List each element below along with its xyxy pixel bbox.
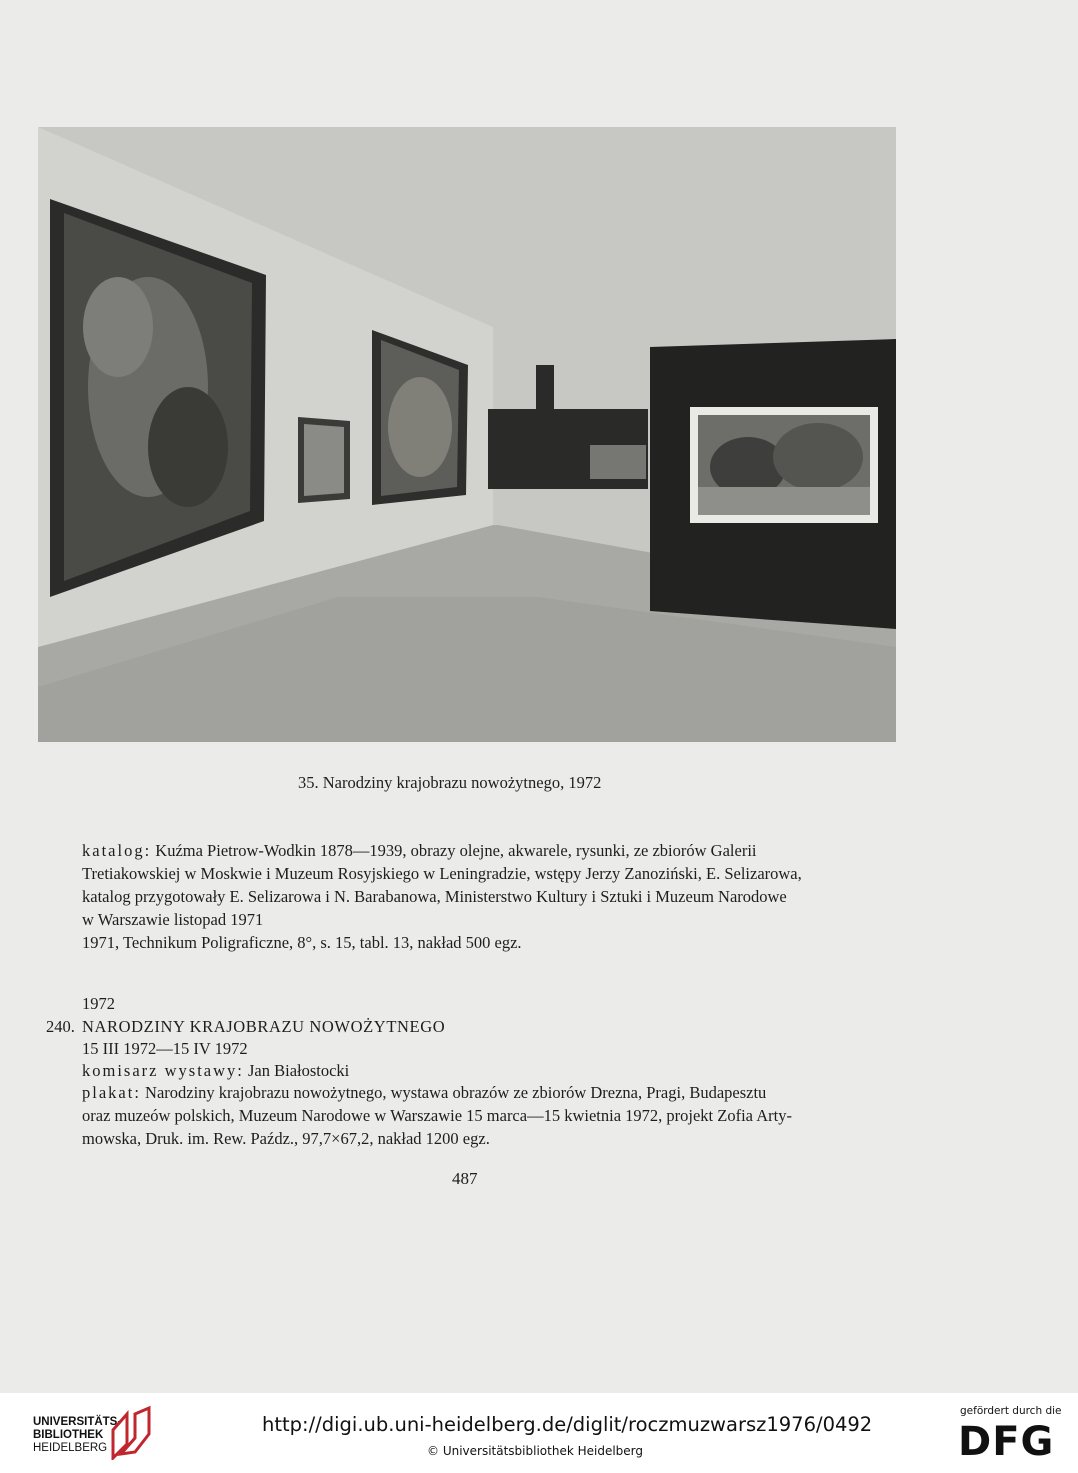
logo-line-2: BIBLIOTHEK	[33, 1429, 104, 1441]
plakat-line-3: mowska, Druk. im. Rew. Paźdz., 97,7×67,2, nakład 1200 egz.	[82, 1129, 490, 1148]
katalog-line-5: 1971, Technikum Poligraficzne, 8°, s. 15, tabl. 13, nakład 500 egz.	[82, 933, 522, 952]
university-emblem-icon	[107, 1404, 151, 1465]
komisarz-label: komisarz wystawy:	[82, 1061, 244, 1080]
figure-caption: 35. Narodziny krajobrazu nowożytnego, 1972	[298, 773, 602, 792]
page-number: 487	[452, 1169, 478, 1188]
exhibition-photo	[38, 127, 896, 742]
katalog-label: katalog:	[82, 841, 152, 860]
document-url-link[interactable]: http://digi.ub.uni-heidelberg.de/diglit/roczmuzwarsz1976/0492	[262, 1413, 873, 1436]
katalog-text-1: Kuźma Pietrow-Wodkin 1878—1939, obrazy olejne, akwarele, rysunki, ze zbiorów Galerii	[151, 841, 757, 860]
plakat-line-2: oraz muzeów polskich, Muzeum Narodowe w Warszawie 15 marca—15 kwietnia 1972, projekt Zofia Arty-	[82, 1106, 792, 1125]
katalog-line-3: katalog przygotowały E. Selizarowa i N. Barabanowa, Ministerstwo Kultury i Sztuki i Muzeum Narodowe	[82, 887, 787, 906]
plakat-line-1	[82, 1082, 766, 1104]
katalog-line-1	[82, 840, 756, 862]
entry-title: NARODZINY KRAJOBRAZU NOWOŻYTNEGO	[82, 1017, 446, 1036]
katalog-line-2: Tretiakowskiej w Moskwie i Muzeum Rosyjskiego w Leningradzie, wstępy Jerzy Zanoziński, E. Selizarowa,	[82, 864, 802, 883]
entry-number: 240.	[46, 1017, 75, 1036]
plakat-text-1: Narodziny krajobrazu nowożytnego, wystawa obrazów ze zbiorów Drezna, Pragi, Budapesztu	[140, 1083, 767, 1102]
logo-line-3: HEIDELBERG	[33, 1442, 108, 1454]
funding-note: gefördert durch die	[960, 1405, 1062, 1417]
copyright-notice: © Universitätsbibliothek Heidelberg	[427, 1444, 644, 1458]
katalog-line-4: w Warszawie listopad 1971	[82, 910, 264, 929]
logo-line-1: UNIVERSITÄTS-	[33, 1416, 122, 1428]
komisarz-value: Jan Białostocki	[243, 1061, 350, 1080]
entry-dates: 15 III 1972—15 IV 1972	[82, 1039, 248, 1058]
komisarz-line	[82, 1060, 349, 1082]
entry-year: 1972	[82, 994, 115, 1013]
plakat-label: plakat:	[82, 1083, 141, 1102]
dfg-logo[interactable]: DFG	[958, 1419, 1055, 1465]
